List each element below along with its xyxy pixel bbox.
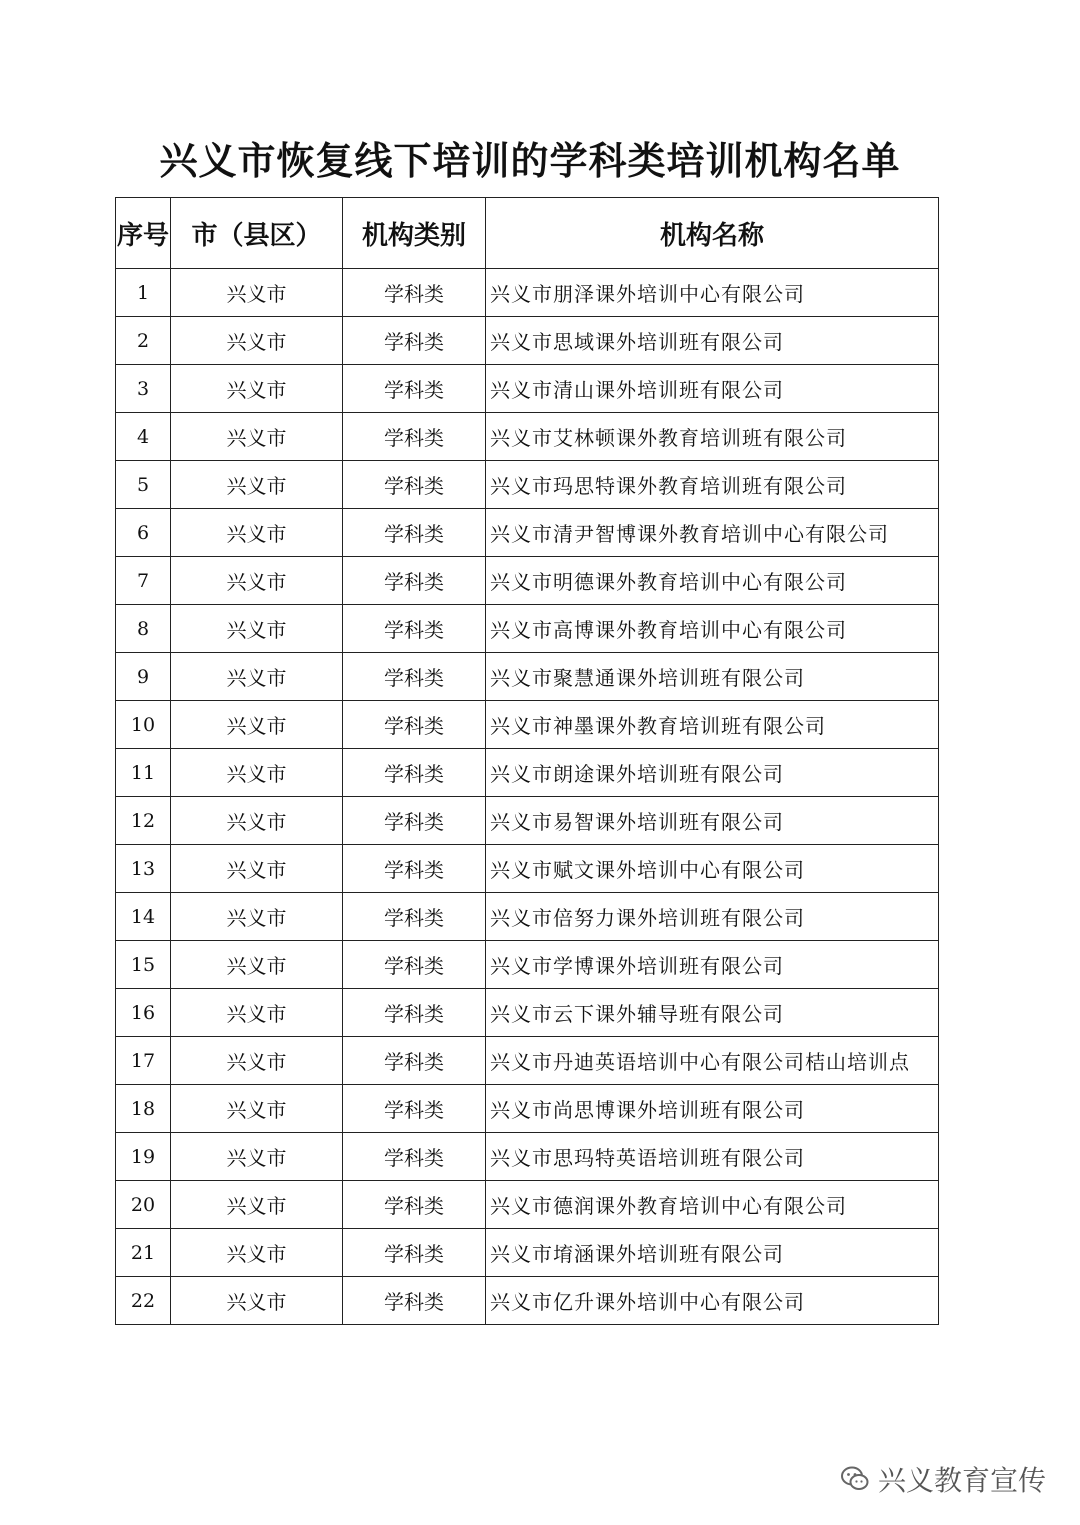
header-category: 机构类别 xyxy=(343,198,486,269)
table-row xyxy=(116,701,939,749)
cell-seq: 14 xyxy=(116,893,171,941)
cell-category: 学科类 xyxy=(343,317,486,365)
table-row xyxy=(116,1085,939,1133)
institution-table xyxy=(115,197,939,1325)
cell-seq: 4 xyxy=(116,413,171,461)
table-row xyxy=(116,509,939,557)
table-row xyxy=(116,845,939,893)
cell-seq: 1 xyxy=(116,269,171,317)
cell-city: 兴义市 xyxy=(171,653,343,701)
cell-city: 兴义市 xyxy=(171,413,343,461)
wechat-icon xyxy=(840,1464,870,1494)
cell-seq: 16 xyxy=(116,989,171,1037)
table-row xyxy=(116,557,939,605)
table-row xyxy=(116,317,939,365)
cell-seq: 12 xyxy=(116,797,171,845)
cell-name: 兴义市朋泽课外培训中心有限公司 xyxy=(486,269,939,317)
cell-city: 兴义市 xyxy=(171,1277,343,1325)
cell-city: 兴义市 xyxy=(171,557,343,605)
cell-name: 兴义市朗途课外培训班有限公司 xyxy=(486,749,939,797)
cell-seq: 5 xyxy=(116,461,171,509)
cell-category: 学科类 xyxy=(343,1181,486,1229)
header-seq: 序号 xyxy=(116,198,171,269)
cell-name: 兴义市丹迪英语培训中心有限公司桔山培训点 xyxy=(486,1037,939,1085)
cell-seq: 17 xyxy=(116,1037,171,1085)
cell-seq: 2 xyxy=(116,317,171,365)
table-row xyxy=(116,413,939,461)
table-row xyxy=(116,1181,939,1229)
cell-name: 兴义市清山课外培训班有限公司 xyxy=(486,365,939,413)
cell-category: 学科类 xyxy=(343,1277,486,1325)
cell-category: 学科类 xyxy=(343,269,486,317)
cell-seq: 8 xyxy=(116,605,171,653)
cell-seq: 20 xyxy=(116,1181,171,1229)
cell-name: 兴义市艾林顿课外教育培训班有限公司 xyxy=(486,413,939,461)
cell-name: 兴义市学博课外培训班有限公司 xyxy=(486,941,939,989)
table-row xyxy=(116,1037,939,1085)
cell-category: 学科类 xyxy=(343,893,486,941)
table-row xyxy=(116,797,939,845)
cell-category: 学科类 xyxy=(343,941,486,989)
cell-category: 学科类 xyxy=(343,1085,486,1133)
cell-name: 兴义市尚思博课外培训班有限公司 xyxy=(486,1085,939,1133)
cell-seq: 15 xyxy=(116,941,171,989)
table-row xyxy=(116,365,939,413)
cell-name: 兴义市赋文课外培训中心有限公司 xyxy=(486,845,939,893)
cell-seq: 10 xyxy=(116,701,171,749)
cell-name: 兴义市云下课外辅导班有限公司 xyxy=(486,989,939,1037)
cell-city: 兴义市 xyxy=(171,701,343,749)
table-row xyxy=(116,989,939,1037)
cell-seq: 21 xyxy=(116,1229,171,1277)
cell-category: 学科类 xyxy=(343,749,486,797)
cell-name: 兴义市倍努力课外培训班有限公司 xyxy=(486,893,939,941)
cell-name: 兴义市聚慧通课外培训班有限公司 xyxy=(486,653,939,701)
cell-city: 兴义市 xyxy=(171,269,343,317)
table-row xyxy=(116,269,939,317)
table-header-row xyxy=(116,198,939,269)
cell-seq: 9 xyxy=(116,653,171,701)
cell-category: 学科类 xyxy=(343,1037,486,1085)
cell-category: 学科类 xyxy=(343,461,486,509)
cell-name: 兴义市德润课外教育培训中心有限公司 xyxy=(486,1181,939,1229)
cell-seq: 7 xyxy=(116,557,171,605)
cell-city: 兴义市 xyxy=(171,749,343,797)
document-title: 兴义市恢复线下培训的学科类培训机构名单 xyxy=(159,139,901,183)
cell-name: 兴义市清尹智博课外教育培训中心有限公司 xyxy=(486,509,939,557)
table-row xyxy=(116,461,939,509)
table-row xyxy=(116,941,939,989)
table-row xyxy=(116,1277,939,1325)
cell-name: 兴义市亿升课外培训中心有限公司 xyxy=(486,1277,939,1325)
cell-city: 兴义市 xyxy=(171,845,343,893)
cell-category: 学科类 xyxy=(343,797,486,845)
table-row xyxy=(116,605,939,653)
cell-city: 兴义市 xyxy=(171,365,343,413)
table-row xyxy=(116,653,939,701)
cell-category: 学科类 xyxy=(343,509,486,557)
table-row xyxy=(116,1229,939,1277)
table-body xyxy=(116,269,939,1325)
cell-city: 兴义市 xyxy=(171,461,343,509)
cell-category: 学科类 xyxy=(343,989,486,1037)
cell-seq: 19 xyxy=(116,1133,171,1181)
cell-category: 学科类 xyxy=(343,653,486,701)
cell-city: 兴义市 xyxy=(171,1037,343,1085)
table-row xyxy=(116,749,939,797)
cell-name: 兴义市神墨课外教育培训班有限公司 xyxy=(486,701,939,749)
cell-seq: 6 xyxy=(116,509,171,557)
cell-city: 兴义市 xyxy=(171,989,343,1037)
cell-category: 学科类 xyxy=(343,365,486,413)
cell-city: 兴义市 xyxy=(171,893,343,941)
cell-seq: 3 xyxy=(116,365,171,413)
cell-name: 兴义市思域课外培训班有限公司 xyxy=(486,317,939,365)
cell-city: 兴义市 xyxy=(171,509,343,557)
cell-city: 兴义市 xyxy=(171,605,343,653)
cell-city: 兴义市 xyxy=(171,1085,343,1133)
cell-category: 学科类 xyxy=(343,413,486,461)
cell-category: 学科类 xyxy=(343,701,486,749)
cell-city: 兴义市 xyxy=(171,797,343,845)
cell-name: 兴义市堉涵课外培训班有限公司 xyxy=(486,1229,939,1277)
cell-name: 兴义市玛思特课外教育培训班有限公司 xyxy=(486,461,939,509)
cell-name: 兴义市思玛特英语培训班有限公司 xyxy=(486,1133,939,1181)
table-row xyxy=(116,1133,939,1181)
header-city: 市（县区） xyxy=(171,198,343,269)
cell-name: 兴义市高博课外教育培训中心有限公司 xyxy=(486,605,939,653)
cell-name: 兴义市易智课外培训班有限公司 xyxy=(486,797,939,845)
cell-category: 学科类 xyxy=(343,1229,486,1277)
cell-name: 兴义市明德课外教育培训中心有限公司 xyxy=(486,557,939,605)
watermark xyxy=(840,1459,1046,1499)
cell-seq: 22 xyxy=(116,1277,171,1325)
cell-city: 兴义市 xyxy=(171,941,343,989)
cell-category: 学科类 xyxy=(343,845,486,893)
header-name: 机构名称 xyxy=(486,198,939,269)
cell-seq: 13 xyxy=(116,845,171,893)
table-row xyxy=(116,893,939,941)
cell-category: 学科类 xyxy=(343,605,486,653)
cell-category: 学科类 xyxy=(343,557,486,605)
watermark-text: 兴义教育宣传 xyxy=(877,1464,1046,1497)
cell-city: 兴义市 xyxy=(171,317,343,365)
cell-seq: 18 xyxy=(116,1085,171,1133)
cell-city: 兴义市 xyxy=(171,1181,343,1229)
cell-seq: 11 xyxy=(116,749,171,797)
cell-city: 兴义市 xyxy=(171,1229,343,1277)
cell-city: 兴义市 xyxy=(171,1133,343,1181)
cell-category: 学科类 xyxy=(343,1133,486,1181)
